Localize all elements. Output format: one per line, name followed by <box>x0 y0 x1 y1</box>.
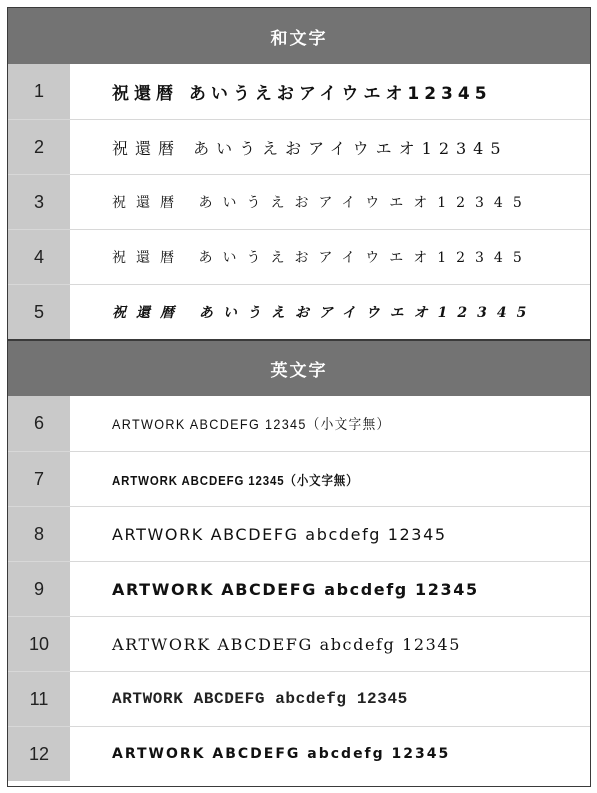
row-number: 4 <box>8 230 70 284</box>
row-number: 12 <box>8 727 70 781</box>
table-row <box>8 396 590 451</box>
row-number: 7 <box>8 452 70 506</box>
table-row <box>8 671 590 726</box>
row-number: 9 <box>8 562 70 616</box>
row-number: 3 <box>8 175 70 229</box>
table-row <box>8 284 590 339</box>
row-number: 11 <box>8 672 70 726</box>
font-sample-text: ARTWORK ABCDEFG abcdefg 12345 <box>112 690 408 708</box>
font-sample-text: ARTWORK ABCDEFG abcdefg 12345 <box>112 634 461 654</box>
font-sample-text: 祝還暦 あいうえおアイウエオ12345 <box>112 305 537 321</box>
font-sample-text: 祝還暦 あいうえおアイウエオ12345 <box>112 84 492 104</box>
table-row <box>8 229 590 284</box>
row-number: 2 <box>8 120 70 174</box>
table-row <box>8 451 590 506</box>
font-sample-text: 祝還暦 あいうえおアイウエオ12345 <box>112 138 508 158</box>
table-row <box>8 726 590 781</box>
font-sample-table <box>7 7 591 787</box>
table-row <box>8 561 590 616</box>
font-sample-text: 祝還暦 あいうえおアイウエオ12345 <box>112 250 532 266</box>
row-number: 6 <box>8 396 70 451</box>
table-row <box>8 506 590 561</box>
font-sample-text: ARTWORK ABCDEFG abcdefg 12345 <box>112 579 479 599</box>
row-number: 8 <box>8 507 70 561</box>
row-number: 10 <box>8 617 70 671</box>
section-header-english: 英文字 <box>8 341 590 396</box>
table-row <box>8 174 590 229</box>
table-row <box>8 119 590 174</box>
table-row <box>8 616 590 671</box>
font-sample-text: 祝還暦 あいうえおアイウエオ12345 <box>112 195 532 211</box>
font-sample-text: ARTWORK ABCDEFG 12345（小文字無） <box>112 415 391 432</box>
font-sample-text: ARTWORK ABCDEFG abcdefg 12345 <box>112 746 451 762</box>
font-sample-text: ARTWORK ABCDEFG 12345（小文字無） <box>112 472 359 488</box>
row-number: 5 <box>8 285 70 339</box>
row-number: 1 <box>8 64 70 119</box>
font-sample-text: ARTWORK ABCDEFG abcdefg 12345 <box>112 524 447 544</box>
section-header-japanese: 和文字 <box>8 8 590 64</box>
table-row <box>8 64 590 119</box>
